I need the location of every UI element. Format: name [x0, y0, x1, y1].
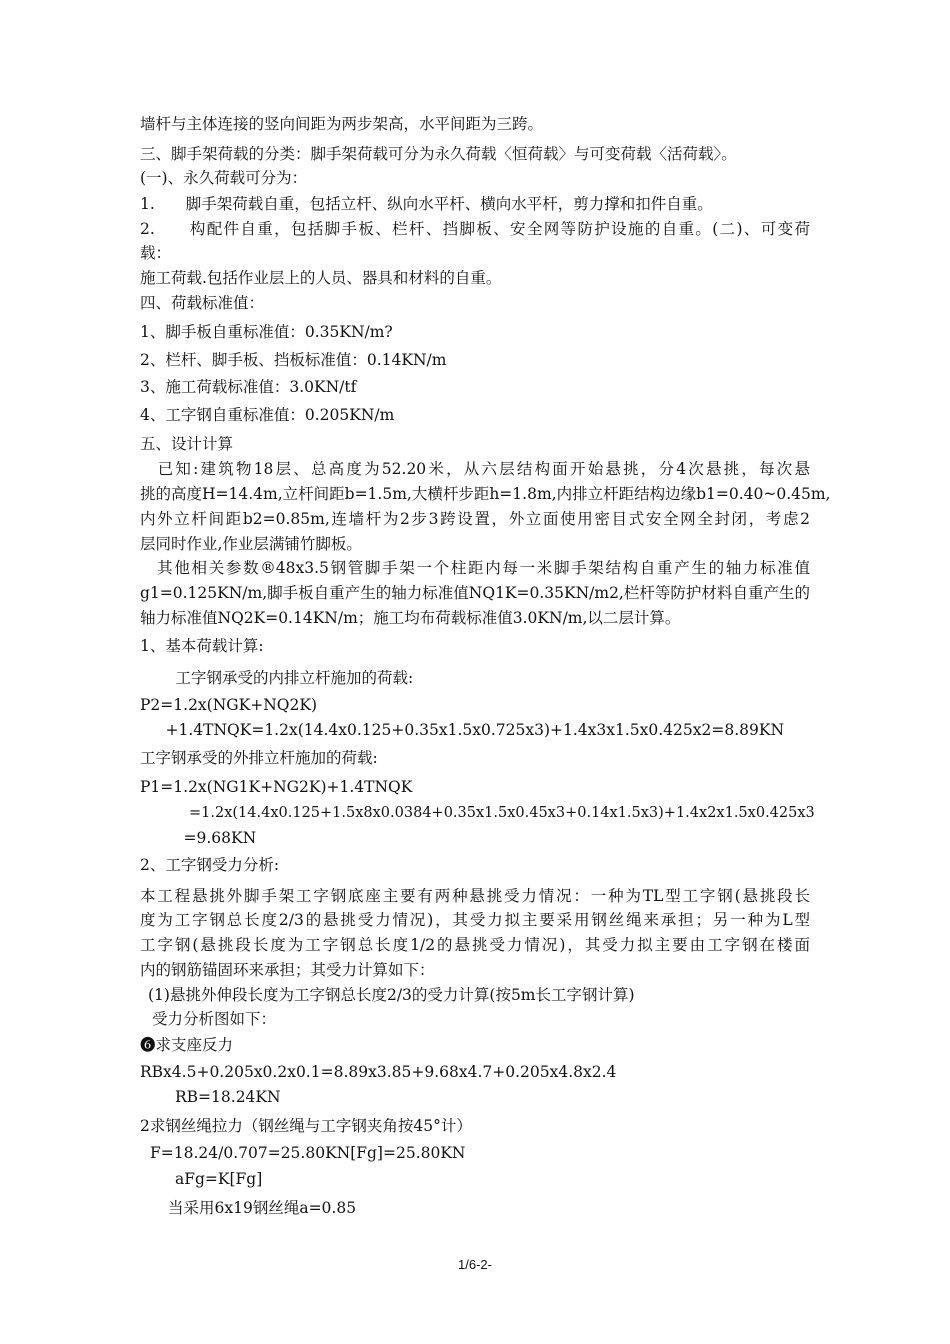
text-line: 工字钢承受的内排立杆施加的荷载: [160, 669, 414, 687]
text-line: (1)悬挑外伸段长度为工字钢总长度2/3的受力计算(按5m长工字钢计算) [148, 986, 635, 1004]
text-line: 已知:建筑物18层、总高度为52.20米，从六层结构面开始悬挑，分4次悬挑，每次悬 [140, 460, 810, 478]
text-line: 载： [140, 244, 172, 262]
text-line: 内的钢筋锚固环来承担；其受力计算如下： [140, 961, 435, 979]
formula-line: =1.2x(14.4x0.125+1.5x8x0.0384+0.35x1.5x0.45x3+0.14x1.5x3)+1.4x2x1.5x0.425x3 [160, 805, 815, 821]
text-line: ❻求支座反力 [140, 1036, 234, 1054]
text-line: 1、脚手板自重标准值：0.35KN/m? [140, 323, 393, 341]
text-line: 2. 构配件自重，包括脚手板、栏杆、挡脚板、安全网等防护设施的自重。(二)、可变荷 [140, 220, 810, 238]
formula-line: P1=1.2x(NG1K+NG2K)+1.4TNQK [140, 778, 413, 796]
text-line: 1. 脚手架荷载自重，包括立杆、纵向水平杆、横向水平杆，剪力撑和扣件自重。 [140, 195, 713, 213]
text-line: 受力分析图如下： [152, 1010, 277, 1028]
page-number: 1/6-2- [458, 1257, 492, 1272]
text-line: 度为工字钢总长度2/3的悬挑受力情况)，其受力拟主要采用钢丝绳来承担；另一种为L型 [140, 911, 810, 929]
text-line: (一)、永久荷载可分为： [140, 169, 308, 187]
text-line: 内外立杆间距b2=0.85m,连墙杆为2步3跨设置，外立面使用密目式安全网全封闭，考虑2 [140, 510, 810, 528]
formula-line: RB=18.24KN [175, 1088, 281, 1106]
section-heading: 1、基本荷载计算: [140, 637, 264, 655]
text-line: 墙杆与主体连接的竖向间距为两步架高，水平间距为三跨。 [140, 115, 544, 133]
text-line: 层同时作业,作业层满铺竹脚板。 [140, 535, 362, 553]
formula-line: =9.68KN [168, 829, 257, 847]
text-line: 3、施工荷载标准值：3.0KN/tf [140, 378, 357, 396]
text-line: 四、荷载标准值： [140, 294, 265, 312]
text-line: 2、栏杆、脚手板、挡板标准值：0.14KN/m [140, 351, 447, 369]
text-line: 本工程悬挑外脚手架工字钢底座主要有两种悬挑受力情况：一种为TL型工字钢(悬挑段长 [140, 887, 810, 905]
text-line: 当采用6x19钢丝绳a=0.85 [168, 1199, 357, 1217]
text-line: 工字钢(悬挑段长度为工字钢总长度1/2的悬挑受力情况)，其受力拟主要由工字钢在楼面 [140, 936, 810, 954]
text-line: 4、工字钢自重标准值：0.205KN/m [140, 406, 395, 424]
text-line: 2求钢丝绳拉力（钢丝绳与工字钢夹角按45°计） [140, 1117, 472, 1135]
section-heading: 五、设计计算 [140, 435, 234, 453]
formula-line: P2=1.2x(NGK+NQ2K) [140, 696, 317, 714]
section-heading: 2、工字钢受力分析: [140, 856, 280, 874]
text-line: 工字钢承受的外排立杆施加的荷载: [140, 749, 378, 767]
formula-line: aFg=K[Fg] [175, 1170, 263, 1188]
text-line: 三、脚手架荷载的分类：脚手架荷载可分为永久荷载〈恒荷载〉与可变荷载〈活荷载〉。 [140, 145, 737, 163]
formula-line: +1.4TNQK=1.2x(14.4x0.125+0.35x1.5x0.725x3)+1.4x3x1.5x0.425x2=8.89KN [150, 721, 785, 739]
text-line: 轴力标准值NQ2K=0.14KN/m；施工均布荷载标准值3.0KN/m,以二层计算。 [140, 609, 681, 627]
text-line: 挑的高度H=14.4m,立杆间距b=1.5m,大横杆步距h=1.8m,内排立杆距结构边缘b1=0.40~0.45m, [140, 485, 831, 503]
text-line: 施工荷载.包括作业层上的人员、器具和材料的自重。 [140, 269, 502, 287]
formula-line: F=18.24/0.707=25.80KN[Fg]=25.80KN [150, 1144, 466, 1162]
formula-line: RBx4.5+0.205x0.2x0.1=8.89x3.85+9.68x4.7+0.205x4.8x2.4 [140, 1063, 617, 1081]
text-line: 其他相关参数®48x3.5钢管脚手架一个柱距内每一米脚手架结构自重产生的轴力标准值 [140, 559, 810, 577]
text-line: g1=0.125KN/m,脚手板自重产生的轴力标准值NQ1K=0.35KN/m2,栏杆等防护材料自重产生的 [140, 584, 810, 602]
